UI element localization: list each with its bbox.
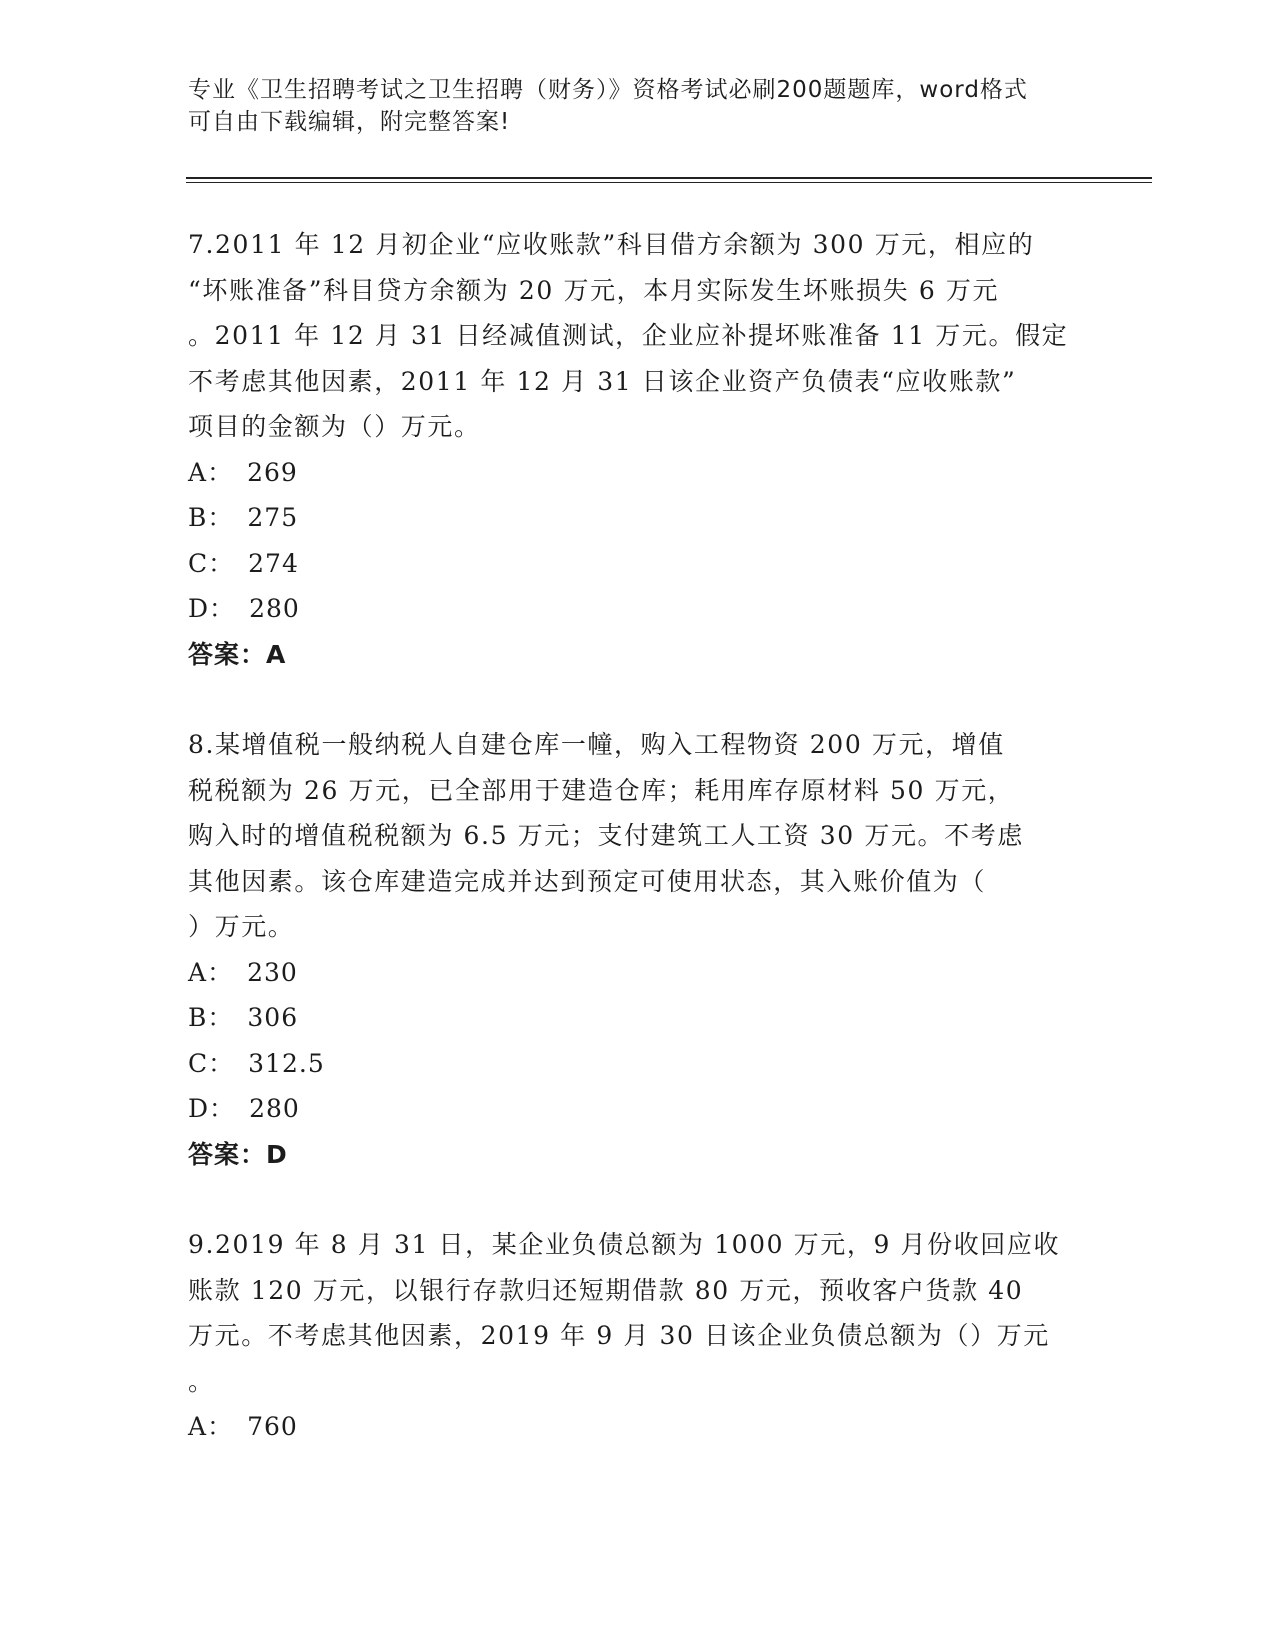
option-c — [188, 541, 1088, 587]
document-header — [188, 74, 1068, 138]
option-d — [188, 586, 1088, 632]
option-value: 275 — [247, 503, 299, 532]
stem-line: 。2011 年 12 月 31 日经减值测试，企业应补提坏账准备 11 万元。假定 — [188, 321, 1069, 350]
option-value: 306 — [247, 1003, 299, 1032]
stem-line: 万元。不考虑其他因素，2019 年 9 月 30 日该企业负债总额为（）万元 — [188, 1321, 1050, 1350]
stem-line: 其他因素。该仓库建造完成并达到预定可使用状态，其入账价值为（ — [188, 866, 987, 896]
stem-line: 税税额为 26 万元，已全部用于建造仓库；耗用库存原材料 50 万元， — [188, 775, 1015, 805]
option-separator: ： — [209, 594, 236, 623]
question-stem — [188, 722, 1088, 950]
option-separator: ： — [207, 457, 234, 487]
option-separator: ： — [208, 548, 235, 578]
option-value: 274 — [248, 548, 299, 578]
option-separator: ： — [207, 1003, 234, 1032]
option-value: 230 — [247, 957, 298, 987]
option-b — [188, 495, 1088, 541]
option-value: 760 — [247, 1412, 298, 1441]
option-key: C — [188, 548, 209, 578]
option-key: A — [188, 457, 208, 487]
option-a — [188, 450, 1088, 496]
option-a — [188, 950, 1088, 996]
option-value: 280 — [249, 1094, 300, 1123]
stem-line: ）万元。 — [188, 912, 295, 941]
option-separator: ： — [207, 957, 234, 987]
header-line-2: 可自由下载编辑，附完整答案! — [188, 109, 511, 135]
option-separator: ： — [208, 1048, 235, 1078]
option-c — [188, 1041, 1088, 1087]
question-7 — [188, 222, 1088, 677]
option-key: A — [188, 1412, 208, 1441]
option-separator: ： — [207, 503, 234, 532]
option-value: 269 — [247, 457, 298, 487]
option-key: D — [188, 1094, 210, 1123]
answer-line: 答案：A — [188, 639, 287, 669]
option-key: C — [188, 1048, 209, 1078]
option-key: A — [188, 957, 208, 987]
answer-line: 答案：D — [188, 1139, 288, 1169]
question-9 — [188, 1222, 1088, 1450]
stem-line: 7.2011 年 12 月初企业“应收账款”科目借方余额为 300 万元，相应的 — [188, 230, 1035, 259]
option-key: D — [188, 594, 210, 623]
stem-line: 账款 120 万元，以银行存款归还短期借款 80 万元，预收客户货款 40 — [188, 1275, 1024, 1305]
stem-line: “坏账准备”科目贷方余额为 20 万元，本月实际发生坏账损失 6 万元 — [188, 275, 1000, 305]
option-key: B — [188, 1003, 208, 1032]
stem-line: 9.2019 年 8 月 31 日，某企业负债总额为 1000 万元，9 月份收回应收 — [188, 1230, 1061, 1259]
option-d — [188, 1086, 1088, 1132]
option-key: B — [188, 503, 208, 532]
option-a — [188, 1404, 1088, 1450]
question-8 — [188, 722, 1088, 1177]
question-stem — [188, 222, 1088, 450]
option-value: 312.5 — [248, 1048, 325, 1078]
option-b — [188, 995, 1088, 1041]
stem-line: 项目的金额为（）万元。 — [188, 412, 481, 441]
option-separator: ： — [207, 1412, 234, 1441]
option-value: 280 — [249, 594, 300, 623]
header-line-1: 专业《卫生招聘考试之卫生招聘（财务）》资格考试必刷200题题库，word格式 — [188, 77, 1028, 103]
stem-line: 不考虑其他因素，2011 年 12 月 31 日该企业资产负债表“应收账款” — [188, 366, 1017, 396]
stem-line: 。 — [188, 1366, 215, 1396]
header-divider — [186, 177, 1152, 183]
option-separator: ： — [209, 1094, 236, 1123]
question-stem — [188, 1222, 1088, 1404]
stem-line: 购入时的增值税税额为 6.5 万元；支付建筑工人工资 30 万元。不考虑 — [188, 821, 1024, 850]
stem-line: 8.某增值税一般纳税人自建仓库一幢，购入工程物资 200 万元，增值 — [188, 730, 1005, 759]
